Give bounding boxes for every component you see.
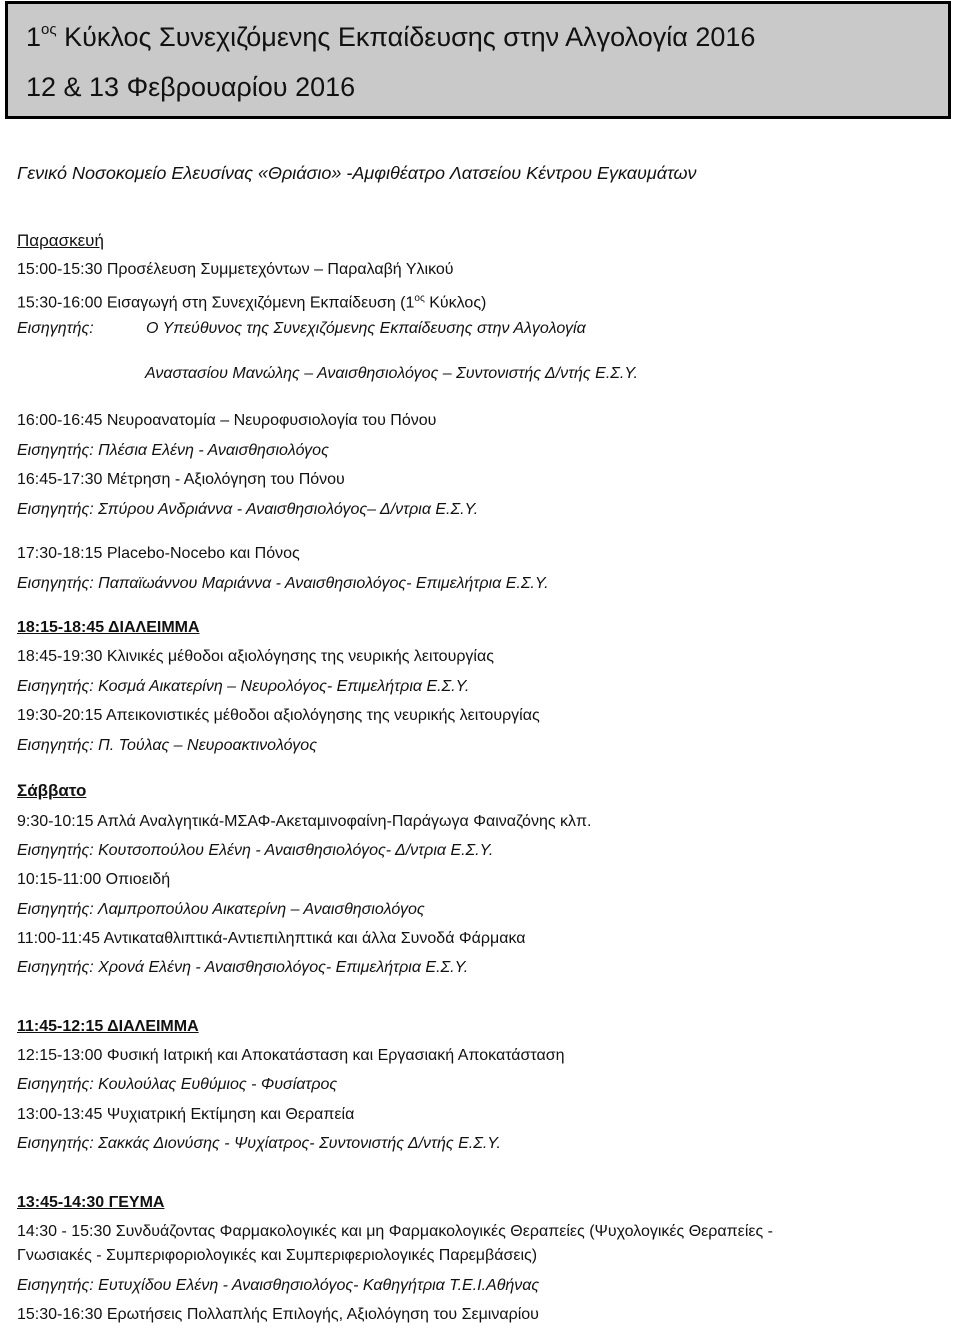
schedule-item: 9:30-10:15 Απλά Αναλγητικά-ΜΣΑΦ-Ακεταμινοφαίνη-Παράγωγα Φαιναζόνης κλπ. bbox=[17, 813, 592, 830]
schedule-item-continued: Γνωσιακές - Συμπεριφοριολογικές και Συμπεριφεριολογικές Παρεμβάσεις) bbox=[17, 1247, 538, 1264]
speaker-line: Εισηγητής: Λαμπροπούλου Αικατερίνη – Αναισθησιολόγος bbox=[17, 901, 425, 918]
event-dates: 12 & 13 Φεβρουαρίου 2016 bbox=[26, 72, 356, 102]
speaker-line: Εισηγητής: Σπύρου Ανδριάννα - Αναισθησιολόγος– Δ/ντρια Ε.Σ.Υ. bbox=[17, 501, 479, 518]
schedule-item: 15:30-16:00 Εισαγωγή στη Συνεχιζόμενη Εκπαίδευση ($1^{o\varsigma}$ Κύκλος) bbox=[17, 293, 487, 312]
schedule-item: 18:45-19:30 Κλινικές μέθοδοι αξιολόγησης της νευρικής λειτουργίας bbox=[17, 648, 494, 665]
lunch-item: 13:45-14:30 ΓΕΥΜΑ bbox=[17, 1194, 165, 1211]
schedule-item: 10:15-11:00 Οπιοειδή bbox=[17, 871, 171, 888]
schedule-item: 16:45-17:30 Μέτρηση - Αξιολόγηση του Πόνου bbox=[17, 471, 345, 488]
break-item: 18:15-18:45 ΔΙΑΛΕΙΜΜΑ bbox=[17, 619, 200, 636]
schedule-item: 12:15-13:00 Φυσική Ιατρική και Αποκατάσταση και Εργασιακή Αποκατάσταση bbox=[17, 1047, 565, 1064]
day-heading-friday: Παρασκευή bbox=[17, 231, 104, 250]
schedule-item: 17:30-18:15 Placebo-Nocebo και Πόνος bbox=[17, 545, 300, 562]
speaker-line: Εισηγητής: Κουλούλας Ευθύμιος - Φυσίατρος bbox=[17, 1076, 338, 1093]
speaker-line: Εισηγητής: Κουτσοπούλου Ελένη - Αναισθησιολόγος- Δ/ντρια Ε.Σ.Υ. bbox=[17, 842, 494, 859]
speaker-line: Εισηγητής: Ο Υπεύθυνος της Συνεχιζόμενης Εκπαίδευσης στην Αλγολογία bbox=[17, 320, 586, 337]
page-title bbox=[26, 22, 755, 53]
schedule-item: 15:00-15:30 Προσέλευση Συμμετεχόντων – Παραλαβή Υλικού bbox=[17, 261, 454, 278]
venue: Γενικό Νοσοκομείο Ελευσίνας «Θριάσιο» -Αμφιθέατρο Λατσείου Κέντρου Εγκαυμάτων bbox=[17, 163, 697, 183]
schedule-item: 14:30 - 15:30 Συνδυάζοντας Φαρμακολογικές και μη Φαρμακολογικές Θεραπείες (Ψυχολογικές Θεραπείες - bbox=[17, 1223, 773, 1240]
speaker-line: Εισηγητής: Πλέσια Ελένη - Αναισθησιολόγος bbox=[17, 442, 329, 459]
day-heading-saturday: Σάββατο bbox=[17, 781, 87, 800]
speaker-line: Εισηγητής: Χρονά Ελένη - Αναισθησιολόγος- Επιμελήτρια Ε.Σ.Υ. bbox=[17, 959, 469, 976]
speaker-line: Αναστασίου Μανώλης – Αναισθησιολόγος – Συντονιστής Δ/ντής Ε.Σ.Υ. bbox=[145, 365, 638, 382]
schedule-item: 11:00-11:45 Αντικαταθλιπτικά-Αντιεπιληπτικά και άλλα Συνοδά Φάρμακα bbox=[17, 930, 526, 947]
schedule-item: 15:30-16:30 Ερωτήσεις Πολλαπλής Επιλογής, Αξιολόγηση του Σεμιναρίου bbox=[17, 1306, 539, 1323]
schedule-item: 13:00-13:45 Ψυχιατρική Εκτίμηση και Θεραπεία bbox=[17, 1106, 355, 1123]
title-number: 1 bbox=[26, 22, 42, 52]
speaker-line: Εισηγητής: Ευτυχίδου Ελένη - Αναισθησιολόγος- Καθηγήτρια Τ.Ε.Ι.Αθήνας bbox=[17, 1277, 540, 1294]
schedule-item: 16:00-16:45 Νευροανατομία – Νευροφυσιολογία του Πόνου bbox=[17, 412, 437, 429]
title-ordinal: ος bbox=[41, 21, 57, 38]
speaker-line: Εισηγητής: Π. Τούλας – Νευροακτινολόγος bbox=[17, 737, 317, 754]
speaker-line: Εισηγητής: Σακκάς Διονύσης - Ψυχίατρος- Συντονιστής Δ/ντής Ε.Σ.Υ. bbox=[17, 1135, 501, 1152]
title-box bbox=[5, 1, 951, 119]
speaker-line: Εισηγητής: Κοσμά Αικατερίνη – Νευρολόγος- Επιμελήτρια Ε.Σ.Υ. bbox=[17, 678, 470, 695]
speaker-line: Εισηγητής: Παπαϊωάννου Μαριάννα - Αναισθησιολόγος- Επιμελήτρια Ε.Σ.Υ. bbox=[17, 575, 549, 592]
title-text: Κύκλος Συνεχιζόμενης Εκπαίδευσης στην Αλγολογία 2016 bbox=[56, 22, 756, 52]
schedule-item: 19:30-20:15 Απεικονιστικές μέθοδοι αξιολόγησης της νευρικής λειτουργίας bbox=[17, 707, 540, 724]
break-item: 11:45-12:15 ΔΙΑΛΕΙΜΜΑ bbox=[17, 1018, 199, 1035]
